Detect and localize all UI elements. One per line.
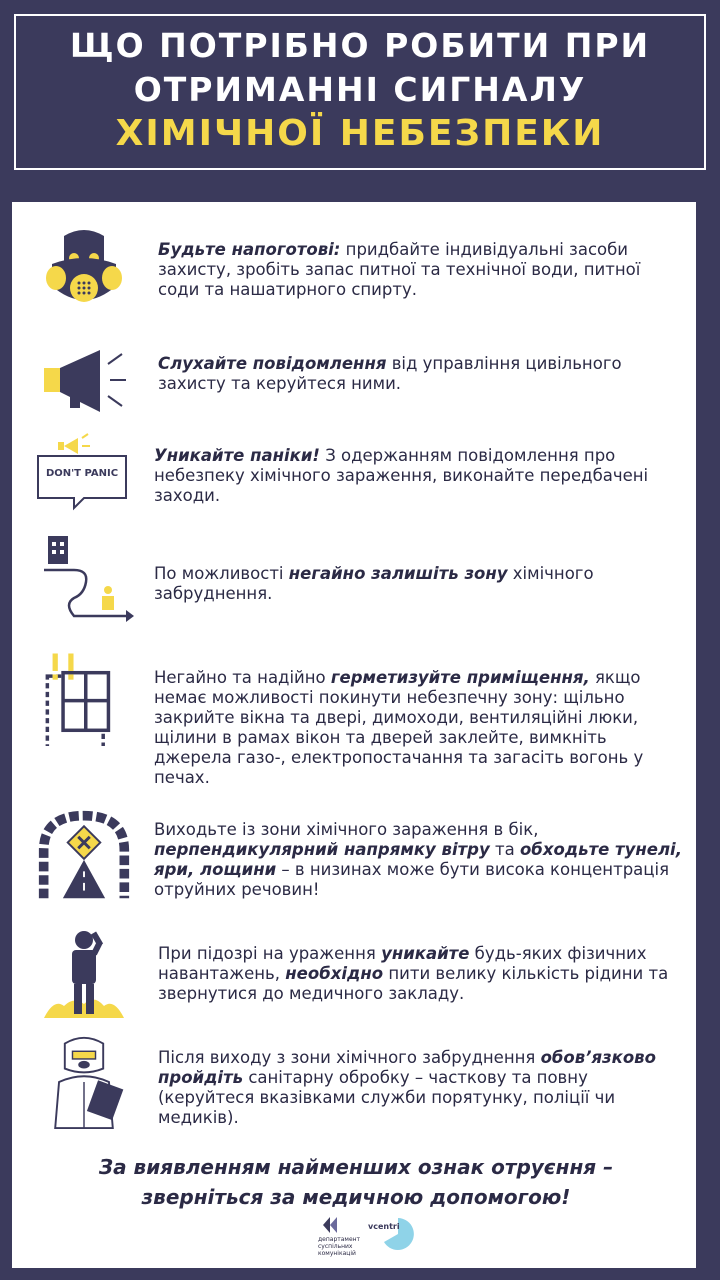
item-body-pre: Після виходу з зони хімічного забруднення [158,1048,541,1067]
item-body-pre: Негайно та надійно [154,668,331,687]
item-emphasis: обов’язково пройдіть [158,1048,656,1087]
footer-note-line-1: За виявленням найменших ознак отруєння – [98,1155,614,1179]
item-emphasis-2: необхідно [285,964,384,983]
megaphone-icon [34,334,134,430]
item-emphasis: уникайте [381,944,470,963]
dont-panic-label: DON'T PANIC [45,468,119,479]
item-text [158,354,678,394]
footer-note [54,1152,658,1212]
content-panel [12,202,696,1268]
item-body: – в низинах може бути висока концентрація отруйних речовин! [154,860,670,899]
header-frame [14,14,706,170]
item-text [158,944,678,1004]
item-emphasis: герметизуйте приміщення, [330,668,590,687]
department-logo-text: департамент суспільних комунікацій [318,1236,361,1257]
item-emphasis: Слухайте повідомлення [158,354,387,373]
item-body: придбайте індивідуальні засоби захисту, зробіть запас питної та технічної води, питної соди та нашатирного спирту. [158,240,641,299]
item-body-mid: та [489,840,520,859]
title-line-3: ХІМІЧНОЇ НЕБЕЗПЕКИ [115,113,605,154]
partner-logos [314,1212,434,1256]
item-emphasis: перпендикулярний напрямку вітру [154,840,490,859]
item-body: хімічного забруднення. [154,564,594,603]
vcentri-logo-text: vcentri [368,1222,400,1231]
header-banner [0,0,720,184]
sealed-window-icon [34,650,134,746]
title-line-1: ЩО ПОТРІБНО РОБИТИ ПРИ [69,26,651,65]
dont-panic-icon [34,426,134,522]
hazmat-worker-icon [34,1034,134,1130]
drinking-person-icon [34,926,134,1022]
item-body-pre: Виходьте із зони хімічного зараження в бік, [154,820,539,839]
item-body: З одержанням повідомлення про небезпеку хімічного зараження, виконайте передбачені заходи. [154,446,649,505]
item-text [154,446,684,506]
item-body-pre: По можливості [154,564,289,583]
department-logo-icon [322,1216,338,1234]
item-emphasis-2: обходьте тунелі, яри, лощини [154,840,682,879]
item-body: санітарну обробку – часткову та повну (керуйтеся вказівками служби порятунку, поліції чи медиків). [158,1068,616,1127]
vcentri-logo-icon [378,1214,418,1254]
item-body: пити велику кількість рідини та звернутися до медичного закладу. [158,964,669,1003]
item-body: від управління цивільного захисту та керуйтеся ними. [158,354,622,393]
leave-zone-icon [34,532,134,628]
gas-mask-icon [34,224,134,320]
item-text [154,820,684,900]
item-emphasis: негайно залишіть зону [288,564,508,583]
item-body-pre: При підозрі на ураження [158,944,382,963]
title-line-2: ОТРИМАННІ СИГНАЛУ [133,70,587,109]
item-emphasis: Уникайте паніки! [154,446,320,465]
item-text [154,564,684,604]
tunnel-icon [34,808,134,904]
item-text [158,240,678,300]
item-emphasis: Будьте напоготові: [158,240,341,259]
footer-note-line-2: зверніться за медичною допомогою! [141,1185,571,1209]
item-text [158,1048,678,1128]
item-body-mid: будь-яких фізичних навантажень, [158,944,647,983]
item-body: якщо немає можливості покинути небезпечну зону: щільно закрийте вікна та двері, димоходи, вентиляційні люки, щілини в рамах вікон та дверей заклейте, вимкніть джерела газо-, електропостачання та загасіть вогонь у печах. [154,668,644,787]
item-text [154,668,684,788]
